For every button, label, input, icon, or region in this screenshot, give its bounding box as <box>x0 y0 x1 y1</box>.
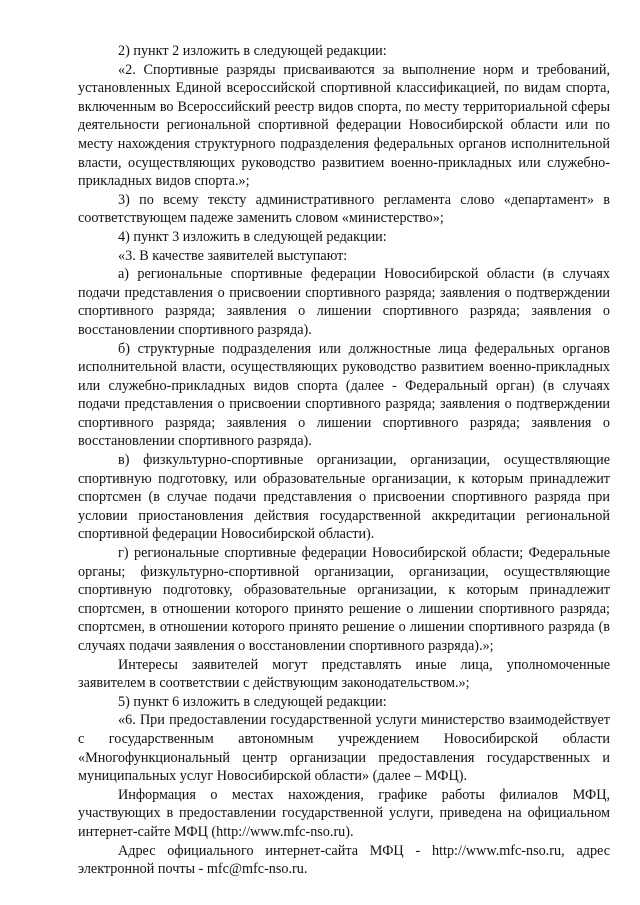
paragraph-item-2-text: «2. Спортивные разряды присваиваются за выполнение норм и требований, установленных Единой всероссийской спортивной классификацией, по видам спорта, включенным во Всероссийский реестр видов спорта, по месту территориальной сферы деятельности региональной спортивной федерации Новосибирской области или по месту нахождения структурного подразделения федеральных органов исполнительной власти, осуществляющих руководство развитием военно-прикладных или служебно-прикладных видов спорта.»; <box>78 61 610 190</box>
paragraph-item-3-replace-word: 3) по всему тексту административного регламента слово «департамент» в соответствующем падеже заменить словом «министерство»; <box>78 191 610 227</box>
document-page <box>78 42 610 879</box>
paragraph-applicants-v: в) физкультурно-спортивные организации, организации, осуществляющие спортивную подготовку, или образовательные организации, к которым принадлежит спортсмен (в случае подачи представления о присвоении спортивного разряда при условии приостановления действия государственной аккредитации региональной спортивной федерации Новосибирской области). <box>78 452 610 543</box>
paragraph-representatives: Интересы заявителей могут представлять иные лица, уполномоченные заявителем в соответствии с действующим законодательством.»; <box>78 656 610 692</box>
paragraph-item-5-intro: 5) пункт 6 изложить в следующей редакции: <box>118 693 387 710</box>
paragraph-applicants-g: г) региональные спортивные федерации Новосибирской области; Федеральные органы; физкультурно-спортивной организации, организации, осуществляющие спортивную подготовку, образовательные организации, к которым принадлежит спортсмен, в отношении которого принято решение о лишении спортивного разряда; спортсмен, в отношении которого принято решение о лишении спортивного разряда (в случаях подачи заявления о восстановлении спортивного разряда).»; <box>78 545 610 654</box>
paragraph-item-2-intro: 2) пункт 2 изложить в следующей редакции: <box>118 43 387 59</box>
paragraph-item-6-text: «6. При предоставлении государственной услуги министерство взаимодействует с государственным автономным учреждением Новосибирской области «Многофункциональный центр организации предоставления государственных и муниципальных услуг Новосибирской области» (далее – МФЦ). <box>78 712 610 785</box>
paragraph-applicants-heading: «3. В качестве заявителей выступают: <box>118 247 348 264</box>
paragraph-mfc-info: Информация о местах нахождения, графике работы филиалов МФЦ, участвующих в предоставлении государственной услуги, приведена на официальном интернет-сайте МФЦ (http://www.mfc-nso.ru). <box>78 786 610 840</box>
paragraph-applicants-a: а) региональные спортивные федерации Новосибирской области (в случаях подачи представления о присвоении спортивного разряда; заявления о подтверждении спортивного разряда; заявления о лишении спортивного разряда; заявления о восстановлении спортивного разряда). <box>78 266 610 338</box>
paragraph-item-4-intro: 4) пункт 3 изложить в следующей редакции: <box>118 228 387 245</box>
paragraph-mfc-address: Адрес официального интернет-сайта МФЦ - http://www.mfc-nso.ru, адрес электронной почты - mfc@mfc-nso.ru. <box>78 842 610 878</box>
paragraph-applicants-b: б) структурные подразделения или должностные лица федеральных органов исполнительной власти, осуществляющих руководство развитием военно-прикладных или служебно-прикладных видов спорта (далее - Федеральный орган) (в случаях подачи представления о присвоении спортивного разряда; заявления о подтверждении спортивного разряда; заявления о лишении спортивного разряда; заявления о восстановлении спортивного разряда). <box>78 340 610 450</box>
